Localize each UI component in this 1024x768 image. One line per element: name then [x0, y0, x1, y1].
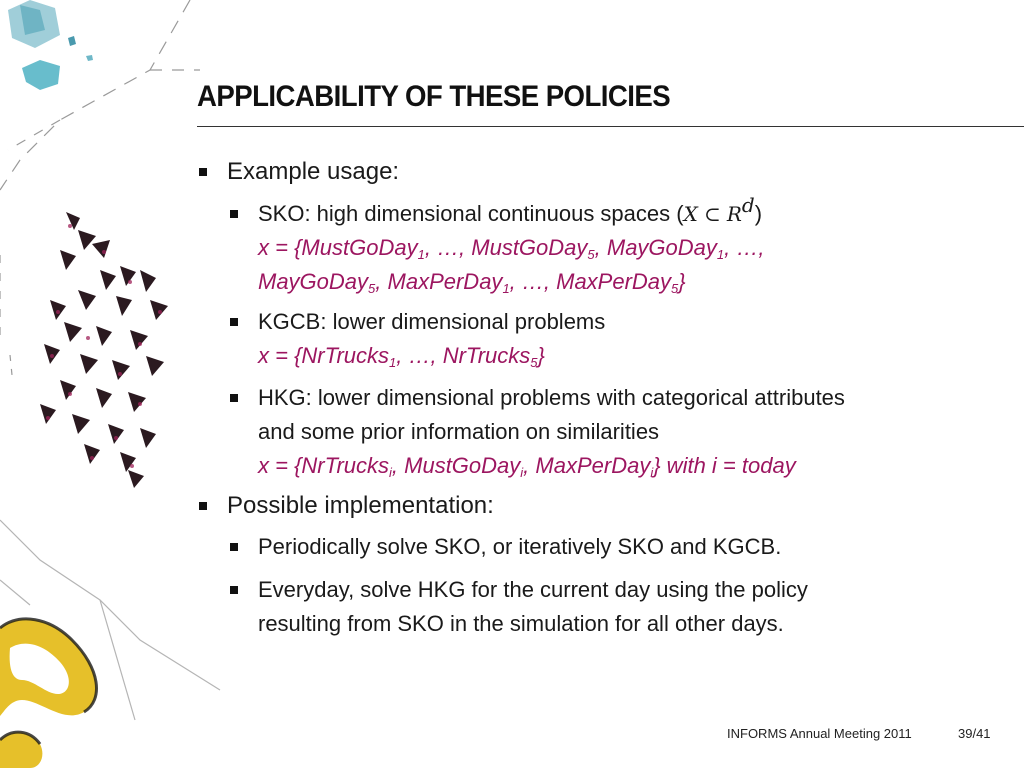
sko-var-text: }: [678, 269, 686, 294]
kgcb-variables-line: [258, 343, 545, 368]
bullet-kgcb: [197, 305, 1007, 373]
subscript: i: [389, 465, 392, 480]
square-bullet-icon: [230, 394, 238, 402]
sko-var-text: , MaxPerDay: [375, 269, 503, 294]
subscript: 1: [389, 355, 397, 370]
sko-var-text: , MayGoDay: [594, 235, 717, 260]
bullet-sko: [197, 193, 1007, 299]
math-x: X: [683, 202, 698, 226]
bullet-text: and some prior information on similarities: [258, 419, 660, 444]
square-bullet-icon: [230, 586, 238, 594]
subscript: 1: [716, 247, 725, 262]
square-bullet-icon: [230, 210, 238, 218]
bullet-text: Everyday, solve HKG for the current day using the policy: [258, 577, 808, 602]
kgcb-var-text: x = {NrTrucks: [258, 343, 390, 368]
subscript: 5: [530, 355, 538, 370]
square-bullet-icon: [230, 543, 238, 551]
page-number: 39/41: [958, 726, 991, 741]
bullet-text: KGCB: lower dimensional problems: [258, 309, 606, 334]
title-divider: [197, 126, 1024, 127]
subscript: 5: [368, 281, 376, 296]
crystal-decoration-icon: [8, 0, 93, 90]
bullet-hkg: [197, 381, 1007, 483]
square-bullet-icon: [199, 168, 207, 176]
bullet-periodically: [197, 530, 1007, 564]
hkg-var-text: } with i = today: [653, 453, 796, 478]
subscript: 1: [502, 281, 510, 296]
subscript: 5: [587, 247, 595, 262]
bullet-possible-implementation: [197, 489, 1007, 522]
hkg-var-text: x = {NrTrucks: [258, 453, 390, 478]
yellow-blob-decoration: [0, 619, 97, 768]
hkg-var-text: , MaxPerDay: [523, 453, 651, 478]
kgcb-var-text: , …, NrTrucks: [396, 343, 531, 368]
sko-var-text: MayGoDay: [258, 269, 369, 294]
bullet-text: SKO: high dimensional continuous spaces (: [258, 201, 684, 226]
math-r: R: [726, 202, 742, 226]
hkg-var-text: , MustGoDay: [391, 453, 521, 478]
bullet-text: resulting from SKO in the simulation for all other days.: [258, 611, 784, 636]
dashed-lines-decoration: [0, 0, 200, 375]
subscript: i: [650, 465, 654, 480]
bullet-text: Periodically solve SKO, or iteratively SKO and KGCB.: [258, 534, 782, 559]
square-bullet-icon: [230, 318, 238, 326]
subscript: 1: [417, 247, 425, 262]
sko-variables-line1: [258, 235, 764, 260]
bullet-text: HKG: lower dimensional problems with categorical attributes: [258, 385, 845, 410]
hkg-variables-line: [258, 453, 796, 478]
bullet-text: Possible implementation:: [227, 492, 494, 519]
square-bullet-icon: [199, 502, 207, 510]
kgcb-var-text: }: [537, 343, 545, 368]
sko-var-text: , …, MustGoDay: [424, 235, 588, 260]
subscript: i: [520, 465, 524, 480]
slide-body: [197, 155, 1007, 641]
sko-variables-line2: [258, 269, 686, 294]
sko-var-text: , …,: [724, 235, 765, 260]
bullet-example-usage: [197, 155, 1007, 188]
subscript: 5: [671, 281, 679, 296]
math-subset-symbol: ⊂: [703, 202, 721, 226]
bullet-text: Example usage:: [227, 158, 400, 185]
bullet-close-paren: ): [754, 201, 763, 226]
sko-var-text: , …, MaxPerDay: [509, 269, 672, 294]
bullet-everyday: [197, 573, 1007, 641]
slide-title: APPLICABILITY OF THESE POLICIES: [197, 80, 671, 113]
footer-event: INFORMS Annual Meeting 2011: [727, 726, 912, 741]
sko-var-text: x = {MustGoDay: [258, 235, 418, 260]
math-d-superscript: d: [741, 193, 755, 217]
